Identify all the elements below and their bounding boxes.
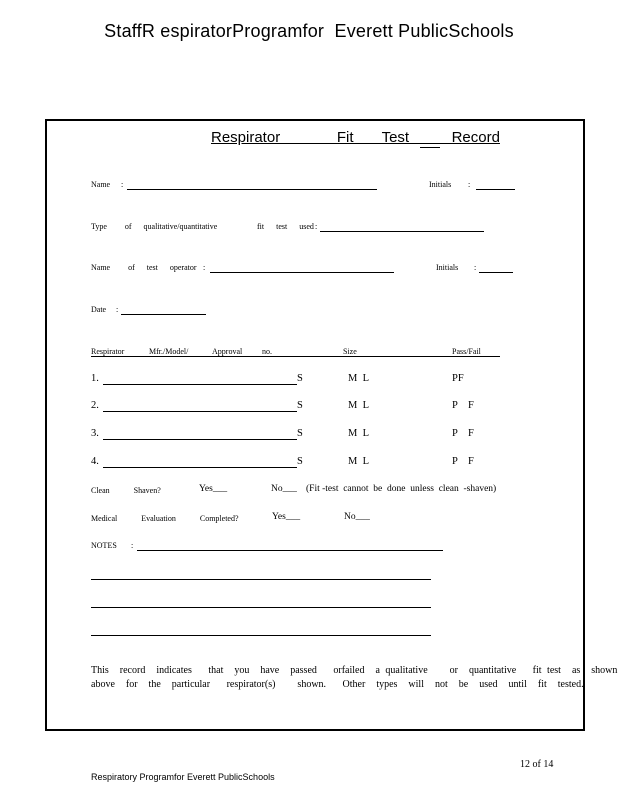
- respirator-row-field[interactable]: [103, 439, 297, 440]
- operator-initials-label: Initials: [436, 263, 459, 272]
- respirator-row-number: 3.: [91, 428, 99, 439]
- respirator-row-field[interactable]: [103, 384, 297, 385]
- clean-shaven-no-option[interactable]: No___: [271, 484, 297, 494]
- name-label: Name: [91, 180, 111, 189]
- pass-fail-options[interactable]: PF: [452, 373, 464, 384]
- pass-fail-options[interactable]: P F: [452, 456, 474, 467]
- respirator-row-number: 1.: [91, 373, 99, 384]
- test-operator-label: Name of test operator: [91, 263, 197, 272]
- column-header-pass-fail: Pass/Fail: [452, 347, 481, 356]
- notes-colon: :: [131, 541, 134, 550]
- column-header-respirator: Respirator: [91, 347, 125, 356]
- page-number: 12 of 14: [520, 759, 554, 770]
- form-frame: [45, 119, 585, 731]
- date-colon: :: [116, 305, 119, 314]
- test-operator-field[interactable]: [210, 272, 394, 273]
- running-footer-title: Respiratory Programfor Everett PublicSchools: [91, 772, 275, 782]
- title-underline-extension: [420, 147, 440, 148]
- size-ml-options[interactable]: M L: [348, 400, 369, 411]
- column-header-mfr-model: Mfr./Model/: [149, 347, 189, 356]
- fit-test-used-label: fit test used: [257, 222, 314, 231]
- column-header-size: Size: [343, 347, 357, 356]
- size-s-option[interactable]: S: [297, 400, 303, 411]
- document-header-title: StaffR espiratorProgramfor Everett PublicSchools: [104, 21, 514, 41]
- initials-colon: :: [468, 180, 471, 189]
- size-s-option[interactable]: S: [297, 428, 303, 439]
- statement-line-2: above for the particular respirator(s) shown. Other types will not be used until fit tested.: [91, 679, 584, 690]
- operator-initials-colon: :: [474, 263, 477, 272]
- operator-initials-field[interactable]: [479, 272, 513, 273]
- notes-field[interactable]: [137, 550, 443, 551]
- initials-field[interactable]: [476, 189, 515, 190]
- date-field[interactable]: [121, 314, 206, 315]
- fit-test-type-colon: :: [315, 222, 318, 231]
- size-s-option[interactable]: S: [297, 456, 303, 467]
- fit-test-type-label: Type of qualitative/quantitative: [91, 222, 218, 231]
- respirator-row-number: 2.: [91, 400, 99, 411]
- respirator-row-field[interactable]: [103, 411, 297, 412]
- notes-label: NOTES: [91, 541, 117, 550]
- size-ml-options[interactable]: M L: [348, 428, 369, 439]
- clean-shaven-yes-option[interactable]: Yes___: [199, 484, 228, 494]
- test-operator-colon: :: [203, 263, 206, 272]
- medical-evaluation-yes-option[interactable]: Yes___: [272, 512, 301, 522]
- pass-fail-options[interactable]: P F: [452, 428, 474, 439]
- size-s-option[interactable]: S: [297, 373, 303, 384]
- column-header-underline: [91, 356, 500, 357]
- pass-fail-options[interactable]: P F: [452, 400, 474, 411]
- notes-line[interactable]: [91, 635, 431, 636]
- name-field[interactable]: [127, 189, 377, 190]
- name-colon: :: [121, 180, 124, 189]
- respirator-row-number: 4.: [91, 456, 99, 467]
- statement-line-1: This record indicates that you have passed orfailed a qualitative or quantitative fit test as shown: [91, 665, 618, 676]
- fit-test-type-field[interactable]: [320, 231, 484, 232]
- medical-evaluation-no-option[interactable]: No___: [344, 512, 370, 522]
- notes-line[interactable]: [91, 579, 431, 580]
- clean-shaven-note: (Fit -test cannot be done unless clean -shaven): [306, 484, 497, 494]
- form-title: Respirator Fit Test Record: [211, 129, 500, 146]
- clean-shaven-label: Clean Shaven?: [91, 486, 161, 495]
- respirator-row-field[interactable]: [103, 467, 297, 468]
- size-ml-options[interactable]: M L: [348, 456, 369, 467]
- date-label: Date: [91, 305, 107, 314]
- size-ml-options[interactable]: M L: [348, 373, 369, 384]
- column-header-approval: Approval: [212, 347, 243, 356]
- notes-line[interactable]: [91, 607, 431, 608]
- initials-label: Initials: [429, 180, 452, 189]
- medical-evaluation-label: Medical Evaluation Completed?: [91, 514, 239, 523]
- column-header-no: no.: [262, 347, 272, 356]
